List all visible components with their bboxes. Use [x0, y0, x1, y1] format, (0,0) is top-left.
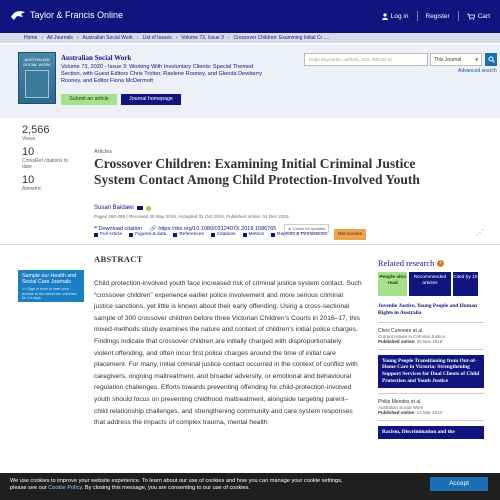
cover-title: AUSTRALIAN SOCIAL WORK [22, 57, 52, 67]
search-scope-value: This Journal [434, 57, 462, 63]
cart-icon [467, 13, 475, 20]
cookie-text-line2 [10, 485, 490, 492]
crossref-label: CrossRef citations to date [22, 158, 69, 170]
tab-metrics[interactable] [243, 232, 264, 237]
journal-cover[interactable] [18, 52, 56, 104]
views-count: 2,566 [22, 124, 50, 136]
article-title: Crossover Children: Examining Initial Criminal Justice System Contact Among Child Protection-Involved Youth [94, 156, 420, 187]
site-header [0, 0, 500, 33]
cookie-text-a: please see our [10, 485, 47, 491]
related-article-source: Australian Social Work [378, 404, 424, 410]
author-line [94, 205, 151, 211]
related-article-published [378, 339, 484, 344]
altmetric-count[interactable]: 10 [22, 174, 35, 186]
breadcrumb-separator: › [136, 35, 139, 41]
account-links [382, 11, 490, 21]
divider [417, 11, 418, 21]
breadcrumb-separator: › [41, 35, 44, 41]
tab-figures[interactable] [129, 232, 166, 237]
issue-info[interactable]: Volume 73, 2020 - Issue 3: Working With Involuntary Clients: Special Themed Section, with Guest Editors Chris Trotter, Raelene Rooney, and Glenda Dewberry Rooney, and Editor Fiona McDermott [61, 64, 263, 84]
crossmark-icon: ● [288, 226, 291, 231]
brand-name: Taylor & Francis Online [30, 10, 124, 20]
divider [378, 420, 484, 421]
cookie-policy-link[interactable]: Cookie Policy [48, 485, 82, 491]
divider [0, 244, 500, 245]
search-icon [488, 56, 495, 63]
tab-people-also-read[interactable]: People also read [378, 272, 407, 296]
published-label: Published online: [378, 409, 416, 415]
breadcrumb-current: Crossover Children: Examining Initial Cr .... [233, 35, 330, 41]
list-item[interactable] [378, 303, 484, 344]
tab-citations[interactable] [211, 232, 236, 237]
divider [378, 393, 484, 394]
references-icon [173, 233, 177, 237]
abstract-text: Child protection-involved youth face increased risk of criminal justice system contact. Such “crossover children” experience earlier police involvement and more serious criminal justice sanctions, yet little is known about their early offending. Using a cross-sectional sample of 300 crossover children before three Victorian Children’s Courts in 2016–17, this mixed-methods study examines the nature and context of children’s initial police charges. Findings indicate that crossover children are initially charged with disproportionately violent offending, and often incur first police charges around the time of initial care placement. For many, initial criminal justice contact occurred in the context of conflict with caregivers, ongoing maltreatment, and broader adversity, or emotional and behavioural regulation challenges. Efforts towards preventing offending for child-protection-involved youth should focus on preventing childhood maltreatment, alongside targeting parent–child relationship challenges, and strengthening community and care system responses that address the impacts of complex trauma, mental health [94, 280, 362, 427]
search-scope-select[interactable] [430, 53, 482, 66]
related-article-title[interactable]: Racism, Discrimination and the [378, 426, 484, 439]
search-input[interactable]: Enter keywords, authors, DOI, ORCID et [304, 53, 428, 66]
tf-logo-icon [10, 9, 26, 21]
advanced-search-link[interactable]: Advanced search [458, 68, 497, 74]
document-icon [94, 233, 98, 237]
user-icon [382, 13, 388, 20]
login-link[interactable] [382, 13, 409, 20]
cover-art [25, 70, 49, 98]
tab-label: Metrics [248, 232, 264, 237]
related-research-heading [378, 258, 444, 268]
promo-subtext: >> Sign in here to start your access to the latest two volumes for 14 days [22, 287, 77, 300]
bar-chart-icon [243, 233, 247, 237]
divider [378, 349, 484, 350]
published-date: 13 Mar 2014 [416, 409, 443, 415]
quote-icon: ❝ [94, 225, 99, 232]
publication-info: Pages 280-295 | Received 30 May 2019, Accepted 01 Oct 2019, Published online: 04 Dec 2019 [94, 214, 289, 219]
related-article-published [378, 410, 484, 415]
breadcrumb-separator: › [76, 35, 79, 41]
doi-label: https://doi.org/10.1080/0312407X.2019.1686765 [158, 225, 277, 232]
promo-banner[interactable] [18, 270, 84, 302]
breadcrumb-separator: › [175, 35, 178, 41]
crossref-count[interactable]: 10 [22, 146, 35, 158]
cart-link[interactable] [467, 13, 490, 20]
tab-label: Citations [216, 232, 236, 237]
submit-article-button[interactable]: Submit an article [61, 94, 117, 105]
tab-recommended-articles[interactable]: Recommended articles [409, 272, 450, 296]
list-item[interactable] [378, 355, 484, 415]
article-type: Articles [94, 149, 113, 155]
tab-cited-by[interactable]: Cited by 10 [453, 272, 478, 296]
orcid-icon[interactable] [146, 206, 151, 211]
related-tabs [378, 272, 478, 296]
tab-reprints[interactable] [271, 232, 327, 237]
breadcrumb [0, 33, 500, 43]
abstract-heading: ABSTRACT [94, 254, 143, 264]
breadcrumb-all-journals[interactable]: All Journals [47, 35, 73, 41]
article-metrics [22, 124, 72, 196]
author-name[interactable]: Susan Baidawi [94, 205, 134, 211]
info-icon[interactable]: i [437, 260, 444, 267]
chevron-down-icon: ▾ [475, 57, 478, 63]
check-updates-label: Check for updates [292, 226, 326, 231]
related-list [378, 303, 484, 439]
related-article-title[interactable]: Juvenile Justice, Young People and Human Rights in Australia [378, 303, 477, 316]
breadcrumb-volume[interactable]: Volume 73, Issue 3 [181, 35, 224, 41]
breadcrumb-journal[interactable]: Australian Social Work [82, 35, 133, 41]
published-date: 30 Nov 2018 [416, 338, 443, 344]
tab-references[interactable] [173, 232, 204, 237]
article-tabs [94, 229, 366, 240]
related-article-author: Philip Mendes et al. [378, 398, 422, 405]
views-label: Views [22, 136, 36, 142]
get-access-button[interactable]: Get access [334, 229, 366, 240]
related-article-title[interactable]: Young People Transitioning from Out-of-Home Care in Victoria: Strengthening Support Services for Dual Clients of Child Protection and Youth Justice [378, 355, 484, 388]
download-citation-label: Download citation [98, 225, 142, 232]
cookie-banner [0, 473, 500, 500]
accept-cookies-button[interactable]: Accept [430, 477, 488, 491]
breadcrumb-issues[interactable]: List of Issues [142, 35, 172, 41]
tab-label: References [179, 232, 204, 237]
tab-label: Full Article [100, 232, 123, 237]
email-icon[interactable] [137, 206, 143, 210]
register-link[interactable] [426, 13, 450, 20]
login-label: Log in [390, 12, 409, 20]
cart-label: Cart [477, 12, 490, 20]
image-icon [129, 233, 133, 237]
related-article-source: Current Issues in Criminal Justice [378, 333, 446, 339]
related-research-title: Related research [378, 258, 435, 268]
published-label: Published online: [378, 338, 416, 344]
cookie-text-b: . By closing this message, you are consenting to our use of cookies. [81, 485, 250, 491]
breadcrumb-home[interactable]: Home [24, 35, 38, 41]
share-icon[interactable]: ⋰ [476, 228, 484, 237]
search-button[interactable] [485, 53, 497, 66]
register-label: Register [425, 12, 450, 20]
tab-full-article[interactable] [94, 232, 122, 237]
divider [378, 322, 484, 323]
link-icon: 🔗 [149, 225, 157, 232]
journal-title[interactable]: Australian Social Work [61, 54, 132, 62]
tab-label: Reprints & Permissions [277, 232, 327, 237]
related-article-author: Chris Cunneen et al. [378, 327, 424, 334]
site-logo[interactable] [10, 9, 123, 21]
print-icon [271, 233, 275, 237]
journal-homepage-button[interactable]: Journal homepage [121, 94, 181, 105]
quote-icon [211, 233, 215, 237]
cookie-text-line1: We use cookies to improve your website experience. To learn about our use of cookies and how you can manage your cookie settings, [10, 478, 343, 484]
altmetric-label: Altmetric [22, 186, 42, 192]
promo-title: Sample our Health and Social Care Journals [22, 273, 77, 285]
tab-label: Figures & data [135, 232, 167, 237]
breadcrumb-separator: › [227, 35, 230, 41]
divider [458, 11, 459, 21]
